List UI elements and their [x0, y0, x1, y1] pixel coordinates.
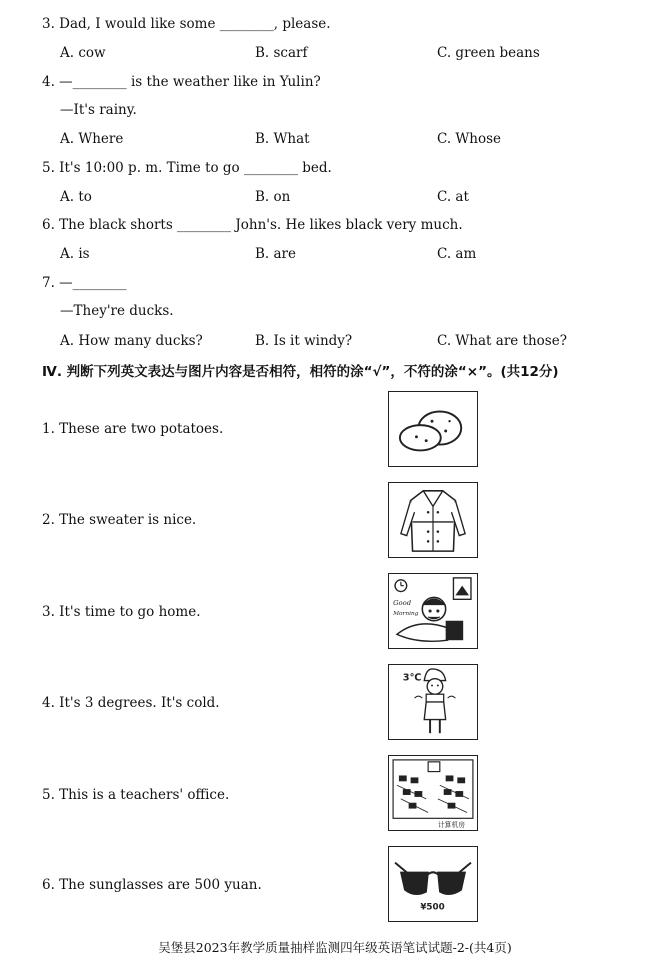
judge-item-4-text: 4. It's 3 degrees. It's cold. [42, 695, 220, 711]
pic-temperature-text: 3℃ [402, 672, 422, 684]
judge-item-3-text: 3. It's time to go home. [42, 604, 201, 620]
question-7-reply: —They're ducks. [60, 303, 174, 319]
coat-icon [388, 482, 478, 558]
pic-computer-room-text: 计算机房 [437, 821, 466, 830]
judge-item-1-text: 1. These are two potatoes. [42, 421, 224, 437]
question-6-stem: 6. The black shorts ________ John's. He likes black very much. [42, 217, 463, 233]
question-5-option-b[interactable]: B. on [255, 189, 291, 205]
question-4-option-b[interactable]: B. What [255, 131, 310, 147]
pic-price-text: ¥500 [420, 902, 445, 913]
question-4-option-a[interactable]: A. Where [60, 131, 124, 147]
question-5-option-a[interactable]: A. to [60, 189, 92, 205]
question-6-option-c[interactable]: C. am [437, 246, 477, 262]
computer-room-icon [388, 755, 478, 831]
pic-good-text: Good [393, 599, 412, 608]
good-morning-icon [388, 573, 478, 649]
question-5-option-c[interactable]: C. at [437, 189, 469, 205]
question-3-option-b[interactable]: B. scarf [255, 45, 308, 61]
judge-item-2-text: 2. The sweater is nice. [42, 512, 197, 528]
question-4-reply: —It's rainy. [60, 102, 137, 118]
question-6-option-b[interactable]: B. are [255, 246, 296, 262]
question-4-stem: 4. —________ is the weather like in Yulin? [42, 74, 321, 90]
question-5-stem: 5. It's 10:00 p. m. Time to go ________ bed. [42, 160, 332, 176]
question-7-option-b[interactable]: B. Is it windy? [255, 333, 353, 349]
question-7-option-a[interactable]: A. How many ducks? [60, 333, 203, 349]
cold-child-icon [388, 664, 478, 740]
question-7-stem: 7. —________ [42, 275, 127, 291]
pic-morning-text: Morning [393, 610, 419, 617]
question-3-option-c[interactable]: C. green beans [437, 45, 540, 61]
judge-item-5-text: 5. This is a teachers' office. [42, 787, 230, 803]
question-3-stem: 3. Dad, I would like some ________, please. [42, 16, 331, 32]
section-4-title: Ⅳ. 判断下列英文表达与图片内容是否相符，相符的涂“√”，不符的涂“×”。(共12分) [42, 364, 559, 380]
question-7-option-c[interactable]: C. What are those? [437, 333, 567, 349]
question-6-option-a[interactable]: A. is [60, 246, 90, 262]
judge-item-6-text: 6. The sunglasses are 500 yuan. [42, 877, 262, 893]
question-4-option-c[interactable]: C. Whose [437, 131, 502, 147]
page-footer: 吴堡县2023年教学质量抽样监测四年级英语笔试试题-2-(共4页) [158, 940, 512, 955]
potatoes-icon [388, 391, 478, 467]
sunglasses-icon [388, 846, 478, 922]
question-3-option-a[interactable]: A. cow [60, 45, 106, 61]
